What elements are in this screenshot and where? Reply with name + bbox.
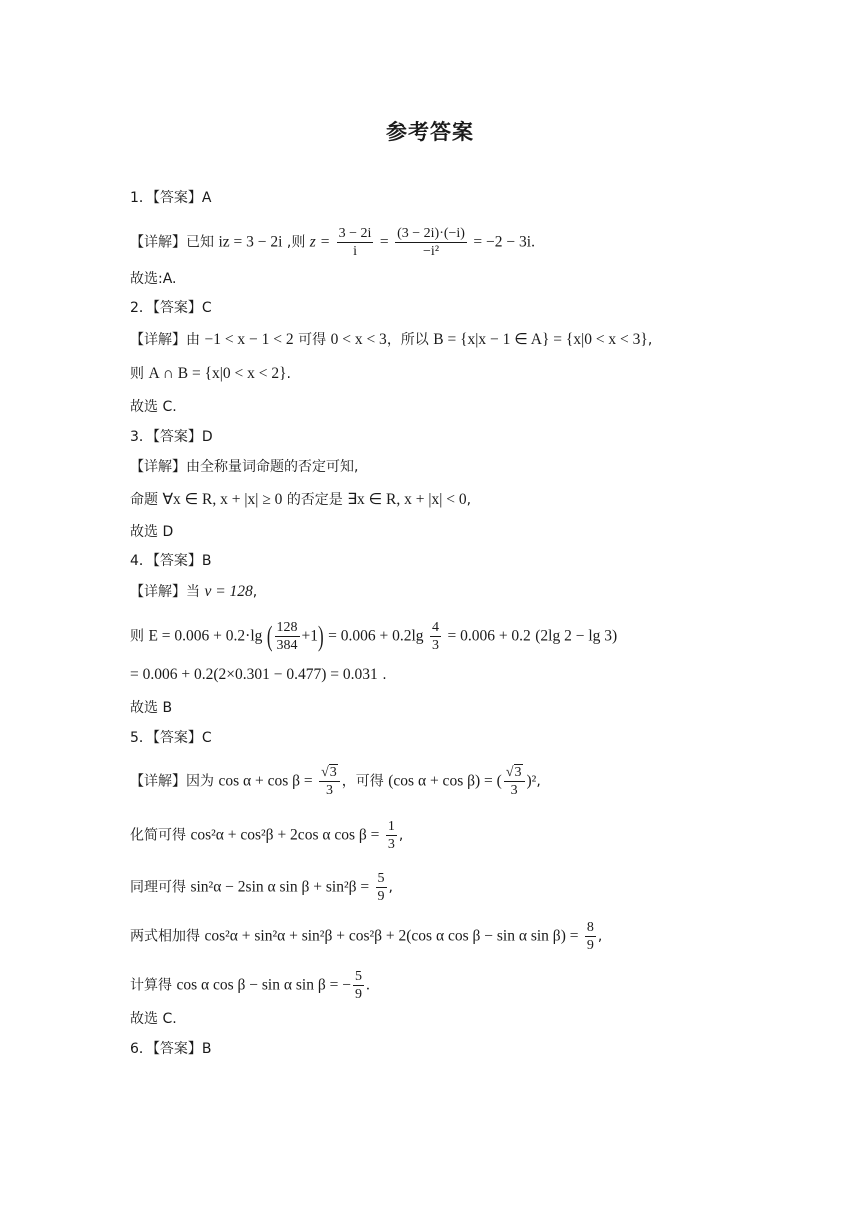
q5-l2-num: 1 [387,819,395,834]
q2-intersection: A ∩ B = {x|0 < x < 2} [148,365,287,382]
q2-text-3: , [647,332,653,348]
q5-line-4 [130,919,602,954]
q5-l5-num: 5 [354,969,362,984]
q5-line-2 [130,818,403,853]
q5-l3-end: , [388,879,393,896]
q3-detail: 【详解】由全称量词命题的否定可知, [130,459,359,475]
q5-conclusion: 故选 C. [130,1011,177,1027]
q3-line-2 [130,490,471,510]
q5-l4-fraction [585,919,596,954]
q4-detail-label: 【详解】当 [130,584,200,600]
q4-line-3 [130,665,387,685]
q4-detail [130,582,257,602]
q5-sqrt3-over-3-b [504,764,525,799]
q5-text-1: ，可得 [341,773,384,790]
q3-line2-mid: 的否定是 [286,492,343,508]
q4-line-2 [130,619,617,654]
q4-line3-end: . [382,667,387,683]
q1-fraction-2 [395,225,467,260]
q5-l2-den: 3 [387,837,395,852]
q4-f1-denominator: 384 [276,638,298,653]
q1-z-equals: z = [309,233,331,251]
q1-equals: = [379,233,389,251]
q3-answer: 3．【答案】D [130,429,213,445]
q4-plus-one: +1 [301,627,318,645]
q5-denominator-b: 3 [510,783,518,798]
q5-sqrt-numerator-b: √3 [504,764,525,782]
q4-f1-numerator: 128 [276,620,298,635]
q4-fraction-2 [430,619,441,654]
q4-paren-expr: (2lg 2 − lg 3) [535,627,618,645]
q2-detail [130,330,652,350]
q6-answer: 6．【答案】B [130,1041,212,1057]
q2-line2-end: . [286,366,291,382]
q1-conclusion: 故选:A. [130,271,177,287]
q1-detail [130,225,535,260]
q1-given-equation: iz = 3 − 2i [218,233,283,251]
q5-l3-fraction [376,870,387,905]
q5-l3-num: 5 [377,871,385,886]
q5-cos-sum: cos α + cos β = [218,772,313,790]
q5-l5-den: 9 [354,987,362,1002]
q3-line2-end: , [466,492,472,508]
q5-l5-end: . [365,976,370,994]
q3-negation: ∃x ∈ R, x + |x| < 0 [347,491,467,508]
q1-fraction-1 [337,225,374,260]
q5-l2-fraction [386,818,397,853]
q5-detail [130,764,541,799]
q5-line-5 [130,968,370,1003]
q1-f2-denominator: −i² [423,244,440,259]
q2-inequality-2: 0 < x < 3 [330,331,387,348]
q5-detail-label: 【详解】因为 [130,773,214,790]
q5-text-2: , [536,773,541,790]
q5-l3-equation: sin²α − 2sin α sin β + sin²β = [190,878,370,896]
q5-l2-equation: cos²α + cos²β + 2cos α cos β = [190,826,380,844]
q4-answer: 4．【答案】B [130,553,212,569]
q1-answer: 1．【答案】A [130,190,212,206]
q5-l4-end: , [597,928,603,945]
q4-f2-denominator: 3 [432,638,439,653]
q5-l4-den: 9 [586,938,594,953]
q5-radicand: 3 [329,765,337,780]
q2-text-1: 可得 [298,332,327,348]
q3-conclusion: 故选 D [130,524,174,540]
q4-equals-3: = 0.006 + 0.2 [447,627,531,645]
q2-line2-pre: 则 [130,366,144,382]
q4-equals-2: = 0.006 + 0.2lg [328,627,424,645]
q5-l5-fraction [353,968,364,1003]
q2-detail-label: 【详解】由 [130,332,200,348]
q4-paren-open: ( [266,619,273,652]
q5-sqrt-numerator: √3 [319,764,340,782]
q5-sqrt3-over-3 [319,764,340,799]
q2-set-b: B = {x|x − 1 ∈ A} = {x|0 < x < 3} [433,331,648,348]
q2-line-2 [130,364,291,384]
q4-f2-numerator: 4 [432,620,439,635]
q5-l3-den: 9 [377,889,385,904]
q1-period: . [531,233,535,251]
q5-denominator: 3 [325,783,333,798]
q5-answer: 5．【答案】C [130,730,212,746]
q5-l3-pre: 同理可得 [130,879,186,896]
q5-l4-num: 8 [586,920,594,935]
q1-result: = −2 − 3i [473,233,532,251]
q5-l4-equation: cos²α + sin²α + sin²β + cos²β + 2(cos α cos β − sin α sin β) = [204,927,579,945]
q5-squared-lhs: (cos α + cos β) = ( [388,772,502,790]
q5-l4-pre: 两式相加得 [130,928,200,945]
q2-conclusion: 故选 C. [130,399,177,415]
q4-fraction-1 [275,619,300,654]
q2-inequality: −1 < x − 1 < 2 [204,331,294,348]
q5-l2-end: , [398,827,404,844]
q5-radicand-b: 3 [514,765,522,780]
q5-l5-equation: cos α cos β − sin α sin β = − [176,976,351,994]
q1-then: ,则 [286,234,306,251]
q3-line2-pre: 命题 [130,492,158,508]
q2-text-2: ，所以 [386,332,429,348]
q4-line2-pre: 则 [130,628,144,645]
q1-f2-numerator: (3 − 2i)·(−i) [397,226,465,241]
q5-line-3 [130,870,393,905]
q4-e-equation: E = 0.006 + 0.2·lg [148,627,263,645]
q4-line3-equation: = 0.006 + 0.2(2×0.301 − 0.477) = 0.031 [130,666,378,683]
q4-detail-end: , [252,584,258,600]
q2-answer: 2．【答案】C [130,300,212,316]
q1-detail-label: 【详解】已知 [130,234,214,251]
q5-l5-pre: 计算得 [130,977,172,994]
q5-squared-rhs: )² [526,772,537,790]
page-title: 参考答案 [386,120,474,144]
q4-v-equation: v = 128 [204,583,253,600]
q4-conclusion: 故选 B [130,700,173,716]
q3-proposition: ∀x ∈ R, x + |x| ≥ 0 [162,491,283,508]
q1-f1-numerator: 3 − 2i [338,226,372,241]
q1-f1-denominator: i [353,244,357,259]
q4-paren-close: ) [318,619,324,652]
q5-l2-pre: 化简可得 [130,827,186,844]
